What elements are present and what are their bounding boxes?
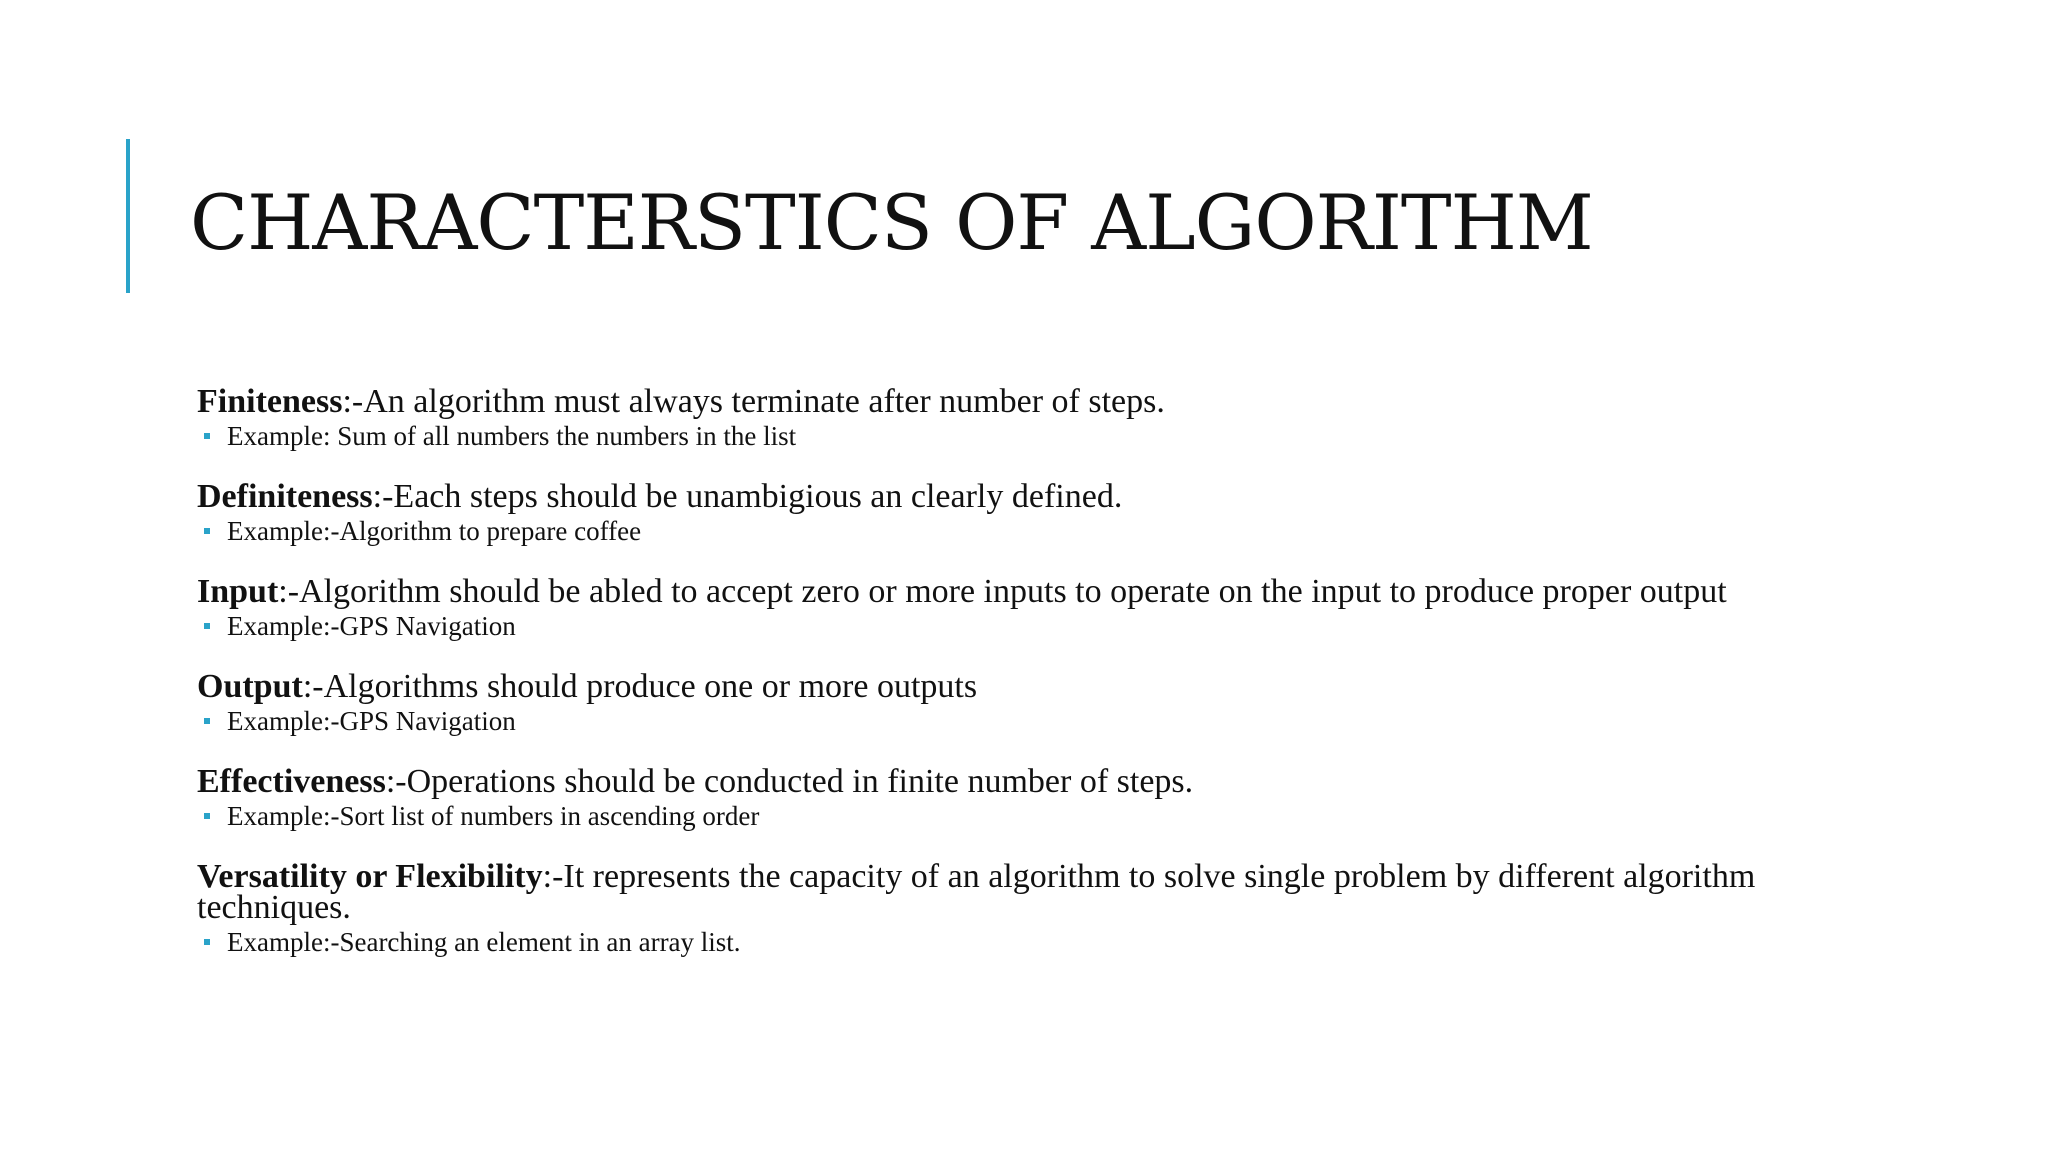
characteristic-term: Versatility or Flexibility [197,858,543,895]
characteristic-description: :-Each steps should be unambigious an clearly defined. [372,478,1123,515]
square-bullet-icon [204,528,210,534]
characteristic-example [197,514,1777,549]
characteristics-list [197,383,1777,987]
characteristic-description: :-It represents the capacity of an algorithm to solve single problem by different algorithm techniques. [197,858,1756,926]
characteristic-item [197,763,1777,834]
characteristic-example [197,704,1777,739]
example-text: Example:-GPS Navigation [227,706,516,736]
characteristic-item [197,383,1777,454]
characteristic-term: Effectiveness [197,763,386,800]
square-bullet-icon [204,433,210,439]
characteristic-description: :-An algorithm must always terminate after number of steps. [342,383,1165,420]
characteristic-item [197,573,1777,644]
characteristic-description: :-Algorithms should produce one or more outputs [302,668,978,705]
characteristic-definition [197,383,1777,420]
example-text: Example:-GPS Navigation [227,611,516,641]
characteristic-example [197,925,1777,960]
example-text: Example:-Sort list of numbers in ascending order [227,801,760,831]
square-bullet-icon [204,623,210,629]
characteristic-term: Output [197,668,303,705]
title-accent-bar [126,139,130,293]
example-text: Example: Sum of all numbers the numbers in the list [227,421,797,451]
characteristic-term: Finiteness [197,383,343,420]
characteristic-description: :-Algorithm should be abled to accept zero or more inputs to operate on the input to produce proper output [278,573,1727,610]
example-text: Example:-Algorithm to prepare coffee [227,516,642,546]
characteristic-definition [197,478,1777,515]
characteristic-description: :-Operations should be conducted in finite number of steps. [385,763,1194,800]
characteristic-item [197,478,1777,549]
characteristic-definition [197,668,1777,705]
characteristic-example [197,609,1777,644]
characteristic-item [197,668,1777,739]
characteristic-definition [197,858,1777,926]
characteristic-term: Definiteness [197,478,373,515]
characteristic-term: Input [197,573,279,610]
characteristic-definition [197,573,1777,610]
square-bullet-icon [204,939,210,945]
characteristic-definition [197,763,1777,800]
square-bullet-icon [204,813,210,819]
characteristic-example [197,799,1777,834]
example-text: Example:-Searching an element in an array list. [227,927,741,957]
characteristic-example [197,419,1777,454]
characteristic-item [197,858,1777,960]
slide-title: CHARACTERSTICS OF ALGORITHM [190,178,1593,267]
square-bullet-icon [204,718,210,724]
